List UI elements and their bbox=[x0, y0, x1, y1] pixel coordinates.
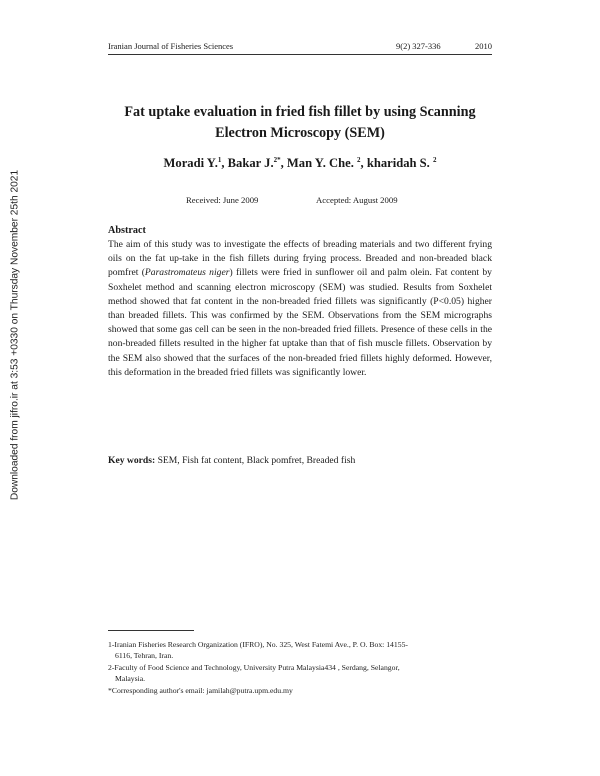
author-affiliation: 1 bbox=[217, 156, 222, 164]
author-affiliation: 2* bbox=[273, 156, 281, 164]
footnote-affiliation-1: 1-Iranian Fisheries Research Organization (IFRO), No. 325, West Fatemi Ave., P. O. Box: 14155- 6116, Tehran, Iran. bbox=[108, 640, 408, 661]
species-name: Parastromateus niger bbox=[144, 267, 230, 279]
author-name: kharidah S. bbox=[366, 156, 433, 170]
running-header bbox=[108, 41, 492, 53]
journal-year: 2010 bbox=[475, 41, 492, 51]
keywords-text: SEM, Fish fat content, Black pomfret, Breaded fish bbox=[155, 455, 356, 466]
paper-title-line1: Fat uptake evaluation in fried fish fillet by using Scanning bbox=[124, 104, 476, 120]
author-affiliation: 2 bbox=[357, 156, 361, 164]
footnote-affiliation-2: 2-Faculty of Food Science and Technology, University Putra Malaysia434 , Serdang, Selangor, Malaysia. bbox=[108, 662, 400, 684]
journal-volume: 9(2) 327-336 bbox=[396, 41, 441, 51]
author-name: Man Y. Che. bbox=[286, 156, 358, 170]
author-affiliation: 2 bbox=[432, 156, 437, 164]
author-list: Moradi Y.$^1$, Bakar J.$^{2*}$, Man Y. Che. $^2$, kharidah S. $^2$ bbox=[163, 156, 437, 170]
download-watermark bbox=[9, 169, 20, 501]
footnotes bbox=[108, 639, 492, 696]
paper-title bbox=[90, 102, 510, 144]
abstract-heading: Abstract bbox=[108, 225, 146, 236]
journal-name: Iranian Journal of Fisheries Sciences bbox=[108, 41, 234, 51]
author-name: Bakar J. bbox=[227, 156, 274, 170]
keywords bbox=[108, 455, 492, 466]
abstract-body: The aim of this study was to investigate the effects of breading materials and two different frying oils on the fat up-take in the fish fillets during frying process. Breaded and non-breaded black pomfret (Parastromateus niger) fillets were fried in sunflower oil and palm olein. Fat content by Soxhelet method and scanning electron microscopy (SEM) was studied. Results from Soxhelet method showed that fat content in the non-breaded fried fillets was significantly (P<0.05) higher than breaded fillets. This was confirmed by the SEM. Observations from the SEM micrographs showed that some gas cell can be seen in the non-breaded fried fillets. Presence of these cells in the non-breaded fillets resulted in the higher fat uptake than that of fish muscle fillets. Observation by the SEM also showed that the surfaces of the non-breaded fried fillets highly deformed. However, this deformation in the breaded fried fillets was significantly lower. bbox=[108, 239, 492, 378]
download-watermark-text: Downloaded from jifro.ir at 3:53 +0330 on Thursday November 25th 2021 bbox=[9, 169, 20, 501]
keywords-label: Key words: bbox=[108, 455, 156, 466]
header-divider bbox=[108, 54, 492, 55]
author-name: Moradi Y. bbox=[163, 156, 218, 170]
received-date: Received: June 2009 bbox=[186, 195, 259, 205]
corresponding-author: *Corresponding author's email: jamilah@putra.upm.edu.my bbox=[108, 685, 293, 695]
footnote-divider bbox=[108, 630, 194, 631]
paper-title-line2: Electron Microscopy (SEM) bbox=[215, 125, 385, 141]
accepted-date: Accepted: August 2009 bbox=[316, 195, 398, 205]
